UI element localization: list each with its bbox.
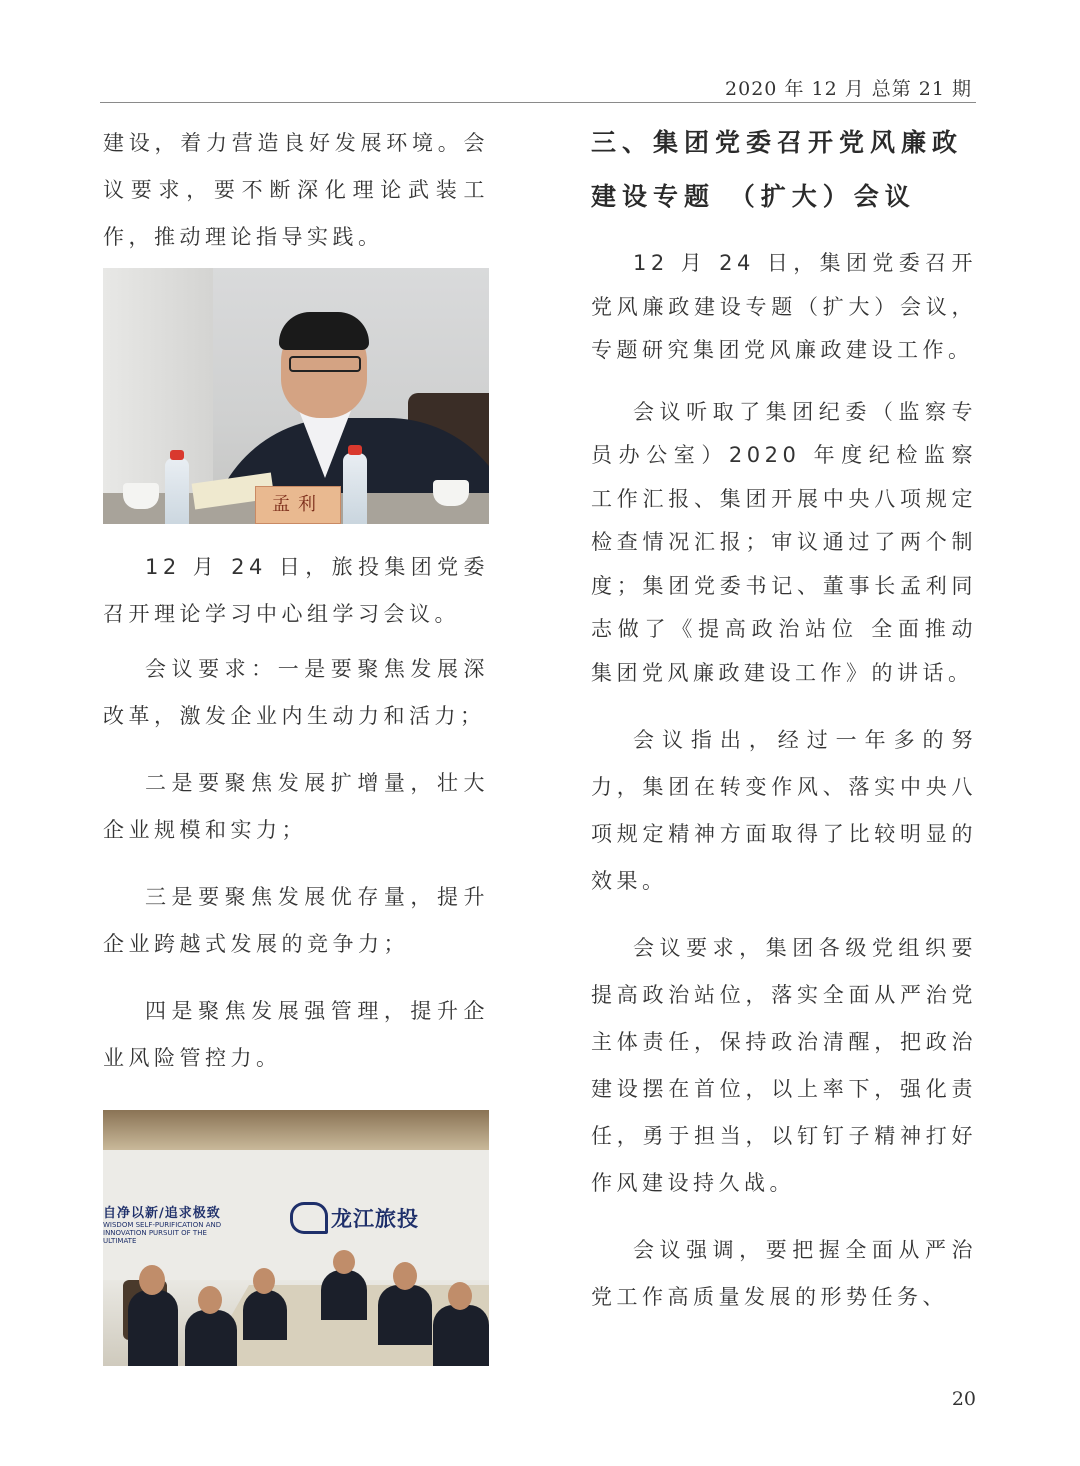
paragraph-meeting-required: 会议要求，集团各级党组织要提高政治站位，落实全面从严治党主体责任，保持政治清醒，把政治建设摆在首位，以上率下，强化责任，勇于担当，以钉钉子精神打好作风建设持久战。 [591, 936, 977, 1195]
left-column [103, 120, 489, 1366]
paragraph-meeting-noted: 会议指出，经过一年多的努力，集团在转变作风、落实中央八项规定精神方面取得了比较明显的效果。 [591, 728, 977, 893]
paragraph-requirements: 会议要求：一是要聚焦发展深改革，激发企业内生动力和活力； [103, 657, 489, 728]
photo-meeting-room [103, 1110, 489, 1366]
company-logo-icon [290, 1202, 328, 1234]
section-heading: 三、集团党委召开党风廉政建设专题 （扩大）会议 [591, 128, 964, 211]
company-logo-text: 龙江旅投 [331, 1206, 419, 1231]
paragraph-meeting-emphasized: 会议强调，要把握全面从严治党工作高质量发展的形势任务、 [591, 1238, 977, 1309]
paragraph-meeting-agenda: 会议听取了集团纪委（监察专员办公室）2020 年度纪检监察工作汇报、集团开展中央八项规定检查情况汇报；审议通过了两个制度；集团党委书记、董事长孟利同志做了《提高政治站位 全面推动集团党风廉政建设工作》的讲话。 [591, 399, 977, 685]
paragraph-date: 12 月 24 日，旅投集团党委召开理论学习中心组学习会议。 [103, 555, 489, 626]
paragraph-intro: 建设，着力营造良好发展环境。会议要求，要不断深化理论武装工作，推动理论指导实践。 [103, 131, 489, 249]
paragraph-point-four: 四是聚焦发展强管理，提升企业风险管控力。 [103, 999, 489, 1070]
paragraph-meeting-date: 12 月 24 日，集团党委召开党风廉政建设专题（扩大）会议，专题研究集团党风廉政建设工作。 [591, 251, 977, 362]
paragraph-point-two: 二是要聚焦发展扩增量，壮大企业规模和实力； [103, 771, 489, 842]
paragraph-point-three: 三是要聚焦发展优存量，提升企业跨越式发展的竞争力； [103, 885, 489, 956]
issue-label: 2020 年 12 月 总第 21 期 [725, 78, 972, 100]
right-column [591, 116, 977, 1321]
page-number: 20 [951, 1388, 976, 1410]
page-header [100, 72, 976, 103]
photo-leader-speaking [103, 268, 489, 524]
nameplate: 孟利 [255, 486, 341, 524]
banner-slogan: 自净以新/追求极致 WISDOM SELF-PURIFICATION AND INNOVATION PURSUIT OF THE ULTIMATE [103, 1206, 222, 1245]
